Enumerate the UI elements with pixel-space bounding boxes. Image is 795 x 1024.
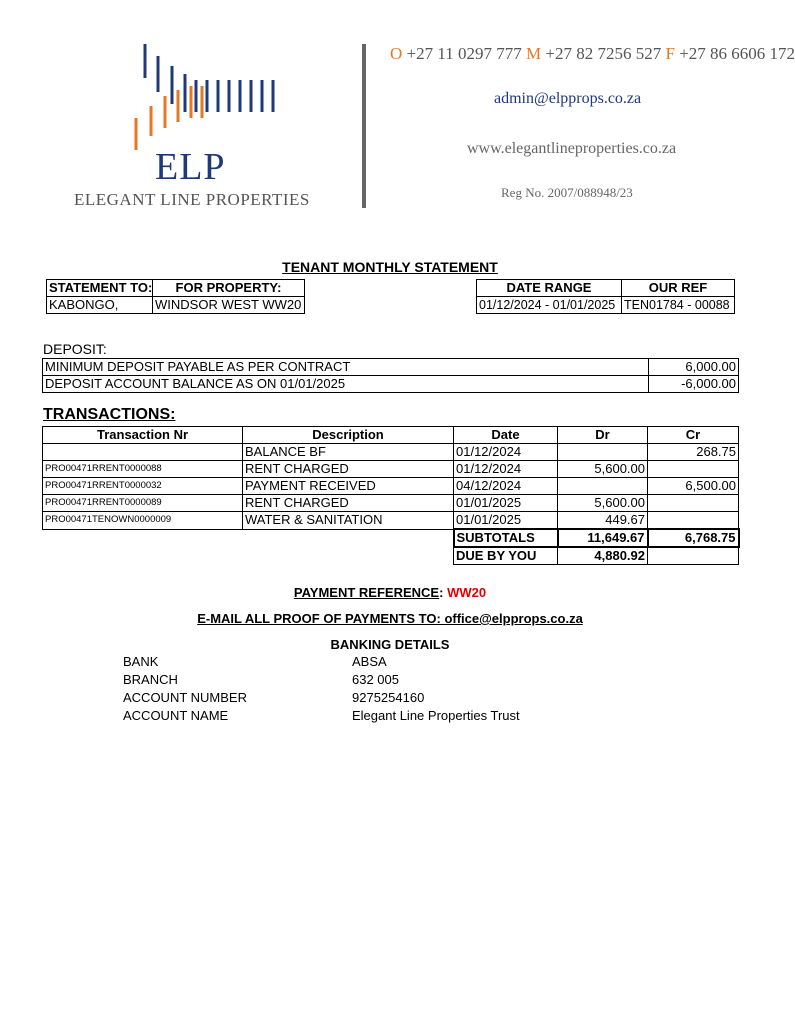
transaction-nr: PRO00471RRENT0000089 bbox=[43, 495, 243, 512]
bank-label: ACCOUNT NUMBER bbox=[123, 690, 247, 705]
transaction-dr bbox=[558, 478, 648, 495]
statement-to-value: KABONGO, bbox=[47, 297, 153, 314]
transaction-nr: PRO00471RRENT0000032 bbox=[43, 478, 243, 495]
payment-reference-value: WW20 bbox=[447, 585, 487, 600]
bank-value: Elegant Line Properties Trust bbox=[352, 708, 520, 723]
transaction-cr bbox=[648, 461, 739, 478]
transaction-dr bbox=[558, 444, 648, 461]
proof-of-payment-email[interactable]: E-MAIL ALL PROOF OF PAYMENTS TO: office@elpprops.co.za bbox=[197, 611, 583, 626]
deposit-table bbox=[42, 358, 739, 393]
transactions-table bbox=[42, 426, 740, 565]
logo-company-name: ELEGANT LINE PROPERTIES bbox=[74, 190, 310, 209]
bank-value: 9275254160 bbox=[352, 690, 425, 705]
col-header-transaction-nr: Transaction Nr bbox=[43, 427, 243, 444]
bank-value: ABSA bbox=[352, 654, 387, 669]
office-phone[interactable]: +27 11 0297 777 bbox=[406, 44, 522, 63]
transaction-dr: 5,600.00 bbox=[558, 495, 648, 512]
bank-label: BRANCH bbox=[123, 672, 178, 687]
deposit-row-label: MINIMUM DEPOSIT PAYABLE AS PER CONTRACT bbox=[43, 359, 649, 376]
our-ref-value: TEN01784 - 00088 bbox=[622, 297, 735, 314]
empty-cell bbox=[648, 547, 739, 565]
for-property-label: FOR PROPERTY: bbox=[153, 280, 305, 297]
transaction-description: RENT CHARGED bbox=[243, 461, 454, 478]
table-row bbox=[43, 495, 739, 512]
blank-cell bbox=[43, 529, 243, 547]
banking-details-title: BANKING DETAILS bbox=[330, 637, 450, 652]
table-row bbox=[43, 444, 739, 461]
col-header-dr: Dr bbox=[558, 427, 648, 444]
transaction-date: 04/12/2024 bbox=[454, 478, 558, 495]
mobile-phone-key: M bbox=[526, 44, 542, 63]
mobile-phone[interactable]: +27 82 7256 527 bbox=[545, 44, 662, 63]
deposit-row bbox=[43, 376, 739, 393]
transaction-description: PAYMENT RECEIVED bbox=[243, 478, 454, 495]
subtotal-dr: 11,649.67 bbox=[558, 529, 648, 547]
office-phone-key: O bbox=[390, 44, 403, 63]
blank-cell bbox=[243, 529, 454, 547]
header-divider bbox=[362, 44, 366, 208]
col-header-cr: Cr bbox=[648, 427, 739, 444]
table-row bbox=[43, 461, 739, 478]
deposit-row bbox=[43, 359, 739, 376]
transactions-heading: TRANSACTIONS: bbox=[43, 406, 176, 423]
blank-cell bbox=[243, 547, 454, 565]
website-link[interactable]: www.elegantlineproperties.co.za bbox=[467, 140, 677, 157]
contact-email-link[interactable]: admin@elpprops.co.za bbox=[494, 90, 642, 107]
transaction-cr bbox=[648, 512, 739, 530]
fax-key: F bbox=[665, 44, 675, 63]
table-row bbox=[43, 478, 739, 495]
transaction-description: BALANCE BF bbox=[243, 444, 454, 461]
transaction-date: 01/01/2025 bbox=[454, 495, 558, 512]
deposit-row-label: DEPOSIT ACCOUNT BALANCE AS ON 01/01/2025 bbox=[43, 376, 649, 393]
due-by-you-amount: 4,880.92 bbox=[558, 547, 648, 565]
statement-to-label: STATEMENT TO: bbox=[47, 280, 153, 297]
logo-bars-graphic bbox=[130, 42, 290, 157]
subtotals-row bbox=[43, 529, 739, 547]
bank-label: ACCOUNT NAME bbox=[123, 708, 229, 723]
transaction-date: 01/12/2024 bbox=[454, 444, 558, 461]
bank-row bbox=[123, 654, 387, 669]
col-header-description: Description bbox=[243, 427, 454, 444]
payment-reference-colon: : bbox=[439, 585, 444, 600]
bank-row bbox=[123, 690, 425, 705]
for-property-value: WINDSOR WEST WW20 bbox=[153, 297, 305, 314]
col-header-date: Date bbox=[454, 427, 558, 444]
transaction-nr: PRO00471RRENT0000088 bbox=[43, 461, 243, 478]
transaction-cr: 6,500.00 bbox=[648, 478, 739, 495]
transaction-cr bbox=[648, 495, 739, 512]
table-row bbox=[43, 512, 739, 530]
transaction-description: RENT CHARGED bbox=[243, 495, 454, 512]
bank-row bbox=[123, 708, 520, 723]
bank-label: BANK bbox=[123, 654, 159, 669]
due-by-you-label: DUE BY YOU bbox=[454, 547, 558, 565]
deposit-row-amount: 6,000.00 bbox=[649, 359, 739, 376]
transactions-header-row bbox=[43, 427, 739, 444]
date-range-table bbox=[476, 279, 735, 314]
subtotal-cr: 6,768.75 bbox=[648, 529, 739, 547]
transaction-cr: 268.75 bbox=[648, 444, 739, 461]
subtotals-label: SUBTOTALS bbox=[454, 529, 558, 547]
fax-number: +27 86 6606 172 bbox=[679, 44, 795, 63]
date-range-value: 01/12/2024 - 01/01/2025 bbox=[477, 297, 622, 314]
transaction-description: WATER & SANITATION bbox=[243, 512, 454, 530]
date-range-label: DATE RANGE bbox=[477, 280, 622, 297]
deposit-heading: DEPOSIT: bbox=[43, 341, 107, 357]
contact-phones bbox=[390, 44, 795, 64]
bank-value: 632 005 bbox=[352, 672, 399, 687]
due-row bbox=[43, 547, 739, 565]
transaction-dr: 5,600.00 bbox=[558, 461, 648, 478]
transaction-nr bbox=[43, 444, 243, 461]
transaction-date: 01/01/2025 bbox=[454, 512, 558, 530]
our-ref-label: OUR REF bbox=[622, 280, 735, 297]
payment-reference bbox=[0, 585, 780, 600]
registration-number: Reg No. 2007/088948/23 bbox=[501, 185, 633, 200]
document-title: TENANT MONTHLY STATEMENT bbox=[282, 259, 498, 275]
deposit-row-amount: -6,000.00 bbox=[649, 376, 739, 393]
statement-info-table bbox=[46, 279, 305, 314]
payment-reference-label: PAYMENT REFERENCE bbox=[293, 585, 440, 600]
bank-row bbox=[123, 672, 399, 687]
logo-initials: ELP bbox=[155, 146, 226, 188]
blank-cell bbox=[43, 547, 243, 565]
transaction-date: 01/12/2024 bbox=[454, 461, 558, 478]
transaction-nr: PRO00471TENOWN0000009 bbox=[43, 512, 243, 530]
transaction-dr: 449.67 bbox=[558, 512, 648, 530]
